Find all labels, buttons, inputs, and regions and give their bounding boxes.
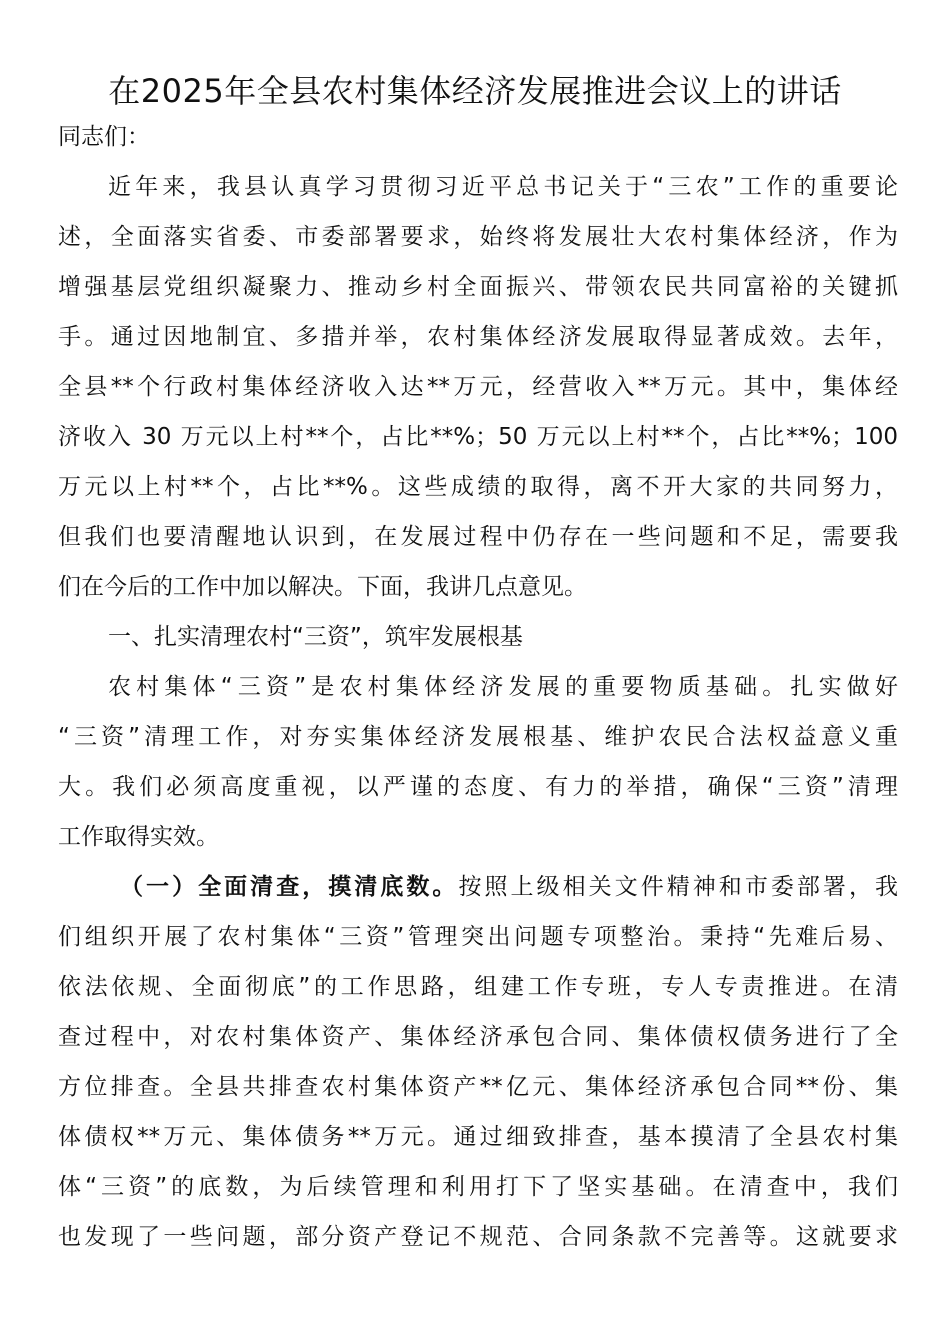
section-heading: 一、扎实清理农村“三资”，筑牢发展根基 bbox=[108, 624, 523, 650]
paragraph-line: 但我们也要清醒地认识到，在发展过程中仍存在一些问题和不足，需要我 bbox=[58, 524, 898, 550]
paragraph-line: 大。我们必须高度重视，以严谨的态度、有力的举措，确保“三资”清理 bbox=[58, 774, 898, 800]
document-title: 在2025年全县农村集体经济发展推进会议上的讲话 bbox=[108, 72, 842, 110]
paragraph-line: 济收入 30 万元以上村**个，占比**%；50 万元以上村**个，占比**%；100 bbox=[58, 424, 898, 450]
paragraph-line: 体“三资”的底数，为后续管理和利用打下了坚实基础。在清查中，我们 bbox=[58, 1174, 898, 1200]
paragraph-line: 方位排查。全县共排查农村集体资产**亿元、集体经济承包合同**份、集 bbox=[58, 1074, 898, 1100]
paragraph-line: 手。通过因地制宜、多措并举，农村集体经济发展取得显著成效。去年， bbox=[58, 324, 898, 350]
subsection-text: 按照上级相关文件精神和市委部署，我 bbox=[458, 874, 898, 900]
paragraph-line: 述，全面落实省委、市委部署要求，始终将发展壮大农村集体经济，作为 bbox=[58, 224, 898, 250]
paragraph-line: 增强基层党组织凝聚力、推动乡村全面振兴、带领农民共同富裕的关键抓 bbox=[58, 274, 898, 300]
paragraph-line: 们组织开展了农村集体“三资”管理突出问题专项整治。秉持“先难后易、 bbox=[58, 924, 898, 950]
paragraph-line: “三资”清理工作，对夯实集体经济发展根基、维护农民合法权益意义重 bbox=[58, 724, 898, 750]
salutation: 同志们： bbox=[58, 124, 150, 150]
subsection-heading: （一）全面清查，摸清底数。 bbox=[120, 874, 459, 900]
paragraph-line: 工作取得实效。 bbox=[58, 824, 219, 850]
paragraph-line: 近年来，我县认真学习贯彻习近平总书记关于“三农”工作的重要论 bbox=[108, 174, 898, 200]
paragraph-line: 农村集体“三资”是农村集体经济发展的重要物质基础。扎实做好 bbox=[108, 674, 898, 700]
subsection-line bbox=[58, 872, 898, 902]
paragraph-line: 体债权**万元、集体债务**万元。通过细致排查，基本摸清了全县农村集 bbox=[58, 1124, 898, 1150]
paragraph-line: 依法依规、全面彻底”的工作思路，组建工作专班，专人专责推进。在清 bbox=[58, 974, 898, 1000]
paragraph-line: 万元以上村**个，占比**%。这些成绩的取得，离不开大家的共同努力， bbox=[58, 474, 898, 500]
paragraph-line: 们在今后的工作中加以解决。下面，我讲几点意见。 bbox=[58, 574, 587, 600]
paragraph-line: 也发现了一些问题，部分资产登记不规范、合同条款不完善等。这就要求 bbox=[58, 1224, 898, 1250]
paragraph-line: 查过程中，对农村集体资产、集体经济承包合同、集体债权债务进行了全 bbox=[58, 1024, 898, 1050]
paragraph-line: 全县**个行政村集体经济收入达**万元，经营收入**万元。其中，集体经 bbox=[58, 374, 898, 400]
